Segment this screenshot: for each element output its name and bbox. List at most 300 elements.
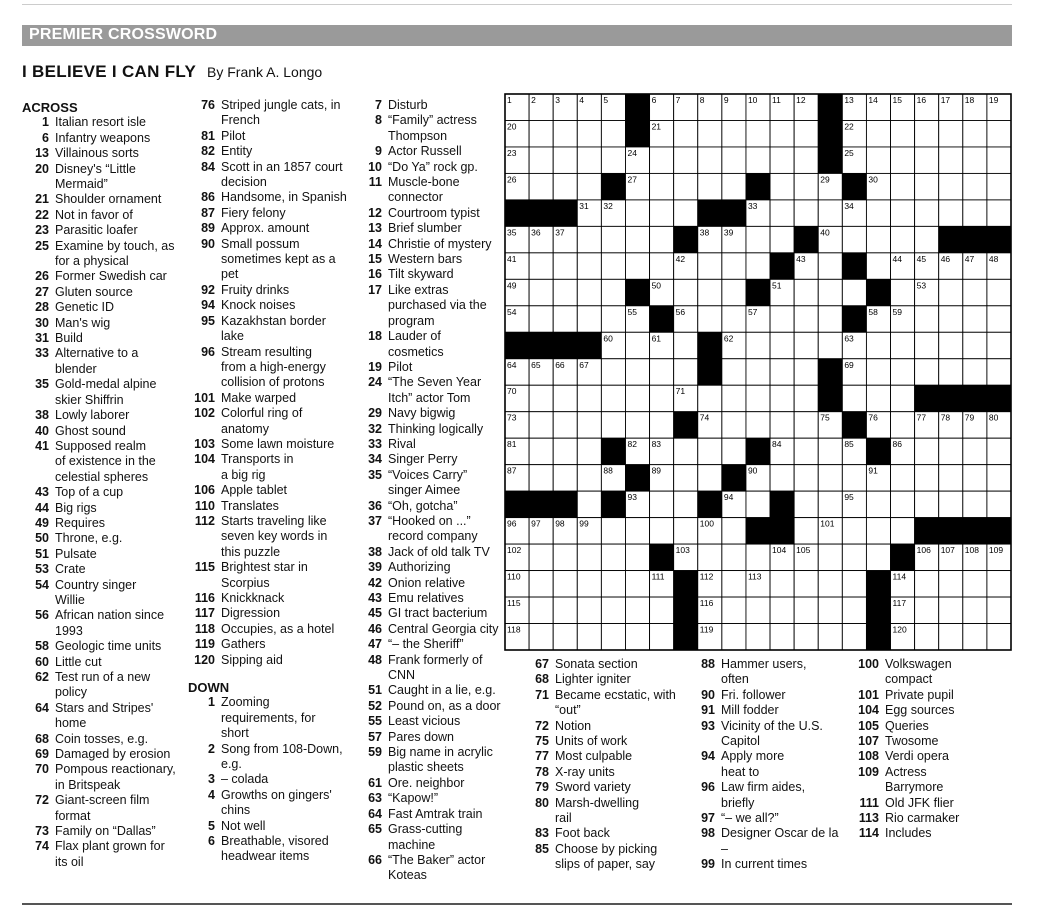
grid-cell[interactable] [625,226,649,252]
grid-cell[interactable] [770,306,794,332]
grid-cell[interactable] [915,120,939,146]
grid-cell[interactable] [746,491,770,517]
grid-cell[interactable] [529,173,553,199]
grid-cell[interactable] [650,253,674,279]
grid-cell[interactable] [794,279,818,305]
grid-cell[interactable] [553,438,577,464]
grid-cell[interactable] [915,491,939,517]
grid-cell[interactable] [939,332,963,358]
grid-cell[interactable] [963,120,987,146]
grid-cell[interactable] [915,200,939,226]
grid-cell[interactable] [650,147,674,173]
grid-cell[interactable] [577,306,601,332]
grid-cell[interactable] [818,491,842,517]
grid-cell[interactable] [818,200,842,226]
grid-cell[interactable] [891,412,915,438]
grid-cell[interactable] [577,544,601,570]
grid-cell[interactable] [987,571,1011,597]
grid-cell[interactable] [987,173,1011,199]
grid-cell[interactable] [842,624,866,650]
grid-cell[interactable] [601,226,625,252]
grid-cell[interactable] [529,385,553,411]
grid-cell[interactable] [722,359,746,385]
grid-cell[interactable] [963,438,987,464]
grid-block [505,200,529,226]
grid-cell[interactable] [674,279,698,305]
grid-cell[interactable] [625,544,649,570]
grid-cell[interactable] [698,544,722,570]
grid-cell[interactable] [650,359,674,385]
grid-cell[interactable] [577,597,601,623]
grid-cell[interactable] [866,200,890,226]
grid-cell[interactable] [529,147,553,173]
grid-cell[interactable] [698,279,722,305]
grid-cell[interactable] [746,147,770,173]
grid-cell[interactable] [987,306,1011,332]
grid-cell[interactable] [939,306,963,332]
grid-cell[interactable] [770,465,794,491]
cell-number: 29 [820,174,830,185]
grid-cell[interactable] [963,597,987,623]
grid-cell[interactable] [987,279,1011,305]
grid-cell[interactable] [722,412,746,438]
clue-text: “Family” actress [388,113,477,128]
grid-cell[interactable] [577,173,601,199]
grid-cell[interactable] [939,624,963,650]
grid-cell[interactable] [553,544,577,570]
grid-cell[interactable] [963,279,987,305]
grid-cell[interactable] [939,597,963,623]
grid-cell[interactable] [553,279,577,305]
grid-cell[interactable] [722,438,746,464]
grid-cell[interactable] [963,147,987,173]
grid-cell[interactable] [794,147,818,173]
grid-cell[interactable] [987,465,1011,491]
clue-text: Entity [221,144,253,159]
grid-cell[interactable] [577,226,601,252]
grid-cell[interactable] [529,465,553,491]
grid-cell[interactable] [794,173,818,199]
grid-cell[interactable] [794,385,818,411]
grid-cell[interactable] [866,359,890,385]
grid-cell[interactable] [915,332,939,358]
grid-cell[interactable] [818,279,842,305]
clue-number: 51 [368,683,382,698]
grid-block [915,518,939,544]
clue-number: 47 [368,637,382,652]
grid-cell[interactable] [770,147,794,173]
grid-cell[interactable] [625,332,649,358]
grid-cell[interactable] [866,147,890,173]
grid-cell[interactable] [818,597,842,623]
grid-cell[interactable] [625,253,649,279]
grid-cell[interactable] [674,200,698,226]
grid-cell[interactable] [722,173,746,199]
grid-cell[interactable] [818,624,842,650]
grid-cell[interactable] [939,200,963,226]
grid-cell[interactable] [987,597,1011,623]
grid-cell[interactable] [915,438,939,464]
grid-cell[interactable] [601,544,625,570]
grid-cell[interactable] [674,491,698,517]
grid-cell[interactable] [601,624,625,650]
grid-cell[interactable] [770,571,794,597]
grid-cell[interactable] [650,173,674,199]
grid-cell[interactable] [746,412,770,438]
grid-cell[interactable] [722,597,746,623]
grid-cell[interactable] [746,385,770,411]
grid-cell[interactable] [650,624,674,650]
grid-cell[interactable] [770,173,794,199]
clue-text: Actor Russell [388,144,462,159]
clue-number: 91 [701,703,715,718]
grid-cell[interactable] [794,200,818,226]
grid-cell[interactable] [963,571,987,597]
grid-cell[interactable] [963,465,987,491]
grid-cell[interactable] [987,438,1011,464]
grid-cell[interactable] [650,385,674,411]
grid-cell[interactable] [577,438,601,464]
grid-cell[interactable] [674,438,698,464]
clue-number: 82 [201,144,215,159]
grid-cell[interactable] [553,465,577,491]
grid-cell[interactable] [842,544,866,570]
grid-cell[interactable] [794,332,818,358]
grid-cell[interactable] [577,491,601,517]
grid-cell[interactable] [939,173,963,199]
grid-cell[interactable] [891,518,915,544]
grid-cell[interactable] [601,571,625,597]
grid-cell[interactable] [866,518,890,544]
grid-cell[interactable] [698,306,722,332]
cell-number: 83 [651,439,662,450]
grid-cell[interactable] [722,624,746,650]
grid-cell[interactable] [529,306,553,332]
grid-cell[interactable] [722,544,746,570]
grid-cell[interactable] [794,571,818,597]
grid-cell[interactable] [746,120,770,146]
clue-text: Stream resulting [221,344,313,359]
grid-cell[interactable] [963,491,987,517]
grid-cell[interactable] [818,438,842,464]
grid-cell[interactable] [529,544,553,570]
grid-cell[interactable] [625,200,649,226]
grid-cell[interactable] [674,332,698,358]
grid-cell[interactable] [891,120,915,146]
grid-cell[interactable] [577,412,601,438]
grid-cell[interactable] [577,279,601,305]
grid-cell[interactable] [529,571,553,597]
grid-cell[interactable] [818,571,842,597]
grid-cell[interactable] [770,624,794,650]
grid-cell[interactable] [842,226,866,252]
clue-number: 85 [535,841,549,856]
grid-cell[interactable] [553,597,577,623]
grid-cell[interactable] [722,279,746,305]
grid-cell[interactable] [577,571,601,597]
grid-cell[interactable] [698,465,722,491]
grid-cell[interactable] [529,624,553,650]
grid-cell[interactable] [770,200,794,226]
grid-cell[interactable] [625,624,649,650]
grid-cell[interactable] [866,491,890,517]
grid-cell[interactable] [794,518,818,544]
grid-cell[interactable] [818,332,842,358]
grid-cell[interactable] [939,120,963,146]
grid-cell[interactable] [746,544,770,570]
grid-cell[interactable] [818,465,842,491]
grid-cell[interactable] [650,200,674,226]
grid-cell[interactable] [939,465,963,491]
grid-cell[interactable] [722,147,746,173]
grid-cell[interactable] [842,279,866,305]
clue-text: Thinking logically [388,421,484,436]
grid-cell[interactable] [674,120,698,146]
grid-cell[interactable] [891,226,915,252]
grid-cell[interactable] [770,359,794,385]
grid-cell[interactable] [553,412,577,438]
grid-cell[interactable] [529,438,553,464]
grid-cell[interactable] [891,491,915,517]
grid-cell[interactable] [625,385,649,411]
grid-cell[interactable] [529,253,553,279]
grid-cell[interactable] [891,465,915,491]
cell-number: 38 [699,227,710,238]
cell-number: 33 [747,200,758,211]
grid-cell[interactable] [963,359,987,385]
clue-text: collision of protons [221,375,325,390]
grid-cell[interactable] [891,279,915,305]
grid-cell[interactable] [746,624,770,650]
cell-number: 14 [868,95,878,105]
grid-cell[interactable] [698,438,722,464]
grid-cell[interactable] [866,332,890,358]
grid-cell[interactable] [818,306,842,332]
grid-cell[interactable] [794,120,818,146]
grid-block [818,359,842,385]
grid-cell[interactable] [770,120,794,146]
grid-cell[interactable] [794,491,818,517]
grid-cell[interactable] [963,173,987,199]
grid-cell[interactable] [891,332,915,358]
grid-cell[interactable] [939,491,963,517]
grid-cell[interactable] [770,412,794,438]
grid-cell[interactable] [939,438,963,464]
grid-cell[interactable] [746,332,770,358]
grid-cell[interactable] [722,385,746,411]
grid-cell[interactable] [939,279,963,305]
clue-text: Ore. neighbor [388,775,465,790]
grid-cell[interactable] [722,120,746,146]
grid-cell[interactable] [842,597,866,623]
grid-cell[interactable] [601,253,625,279]
cell-number: 49 [507,280,517,291]
grid-cell[interactable] [698,253,722,279]
grid-cell[interactable] [601,359,625,385]
grid-cell[interactable] [529,279,553,305]
grid-cell[interactable] [770,226,794,252]
grid-cell[interactable] [794,306,818,332]
grid-cell[interactable] [794,359,818,385]
grid-cell[interactable] [601,279,625,305]
grid-cell[interactable] [674,465,698,491]
grid-cell[interactable] [746,226,770,252]
cell-number: 21 [651,121,662,132]
cell-number: 75 [820,412,830,423]
grid-cell[interactable] [818,253,842,279]
grid-cell[interactable] [746,253,770,279]
grid-cell[interactable] [577,385,601,411]
grid-cell[interactable] [794,597,818,623]
grid-cell[interactable] [987,147,1011,173]
grid-cell[interactable] [987,332,1011,358]
clue-number: 68 [535,672,549,687]
grid-cell[interactable] [963,624,987,650]
grid-cell[interactable] [577,120,601,146]
grid-cell[interactable] [939,147,963,173]
grid-cell[interactable] [770,385,794,411]
grid-cell[interactable] [674,173,698,199]
grid-cell[interactable] [601,597,625,623]
clue-text: compact [885,672,933,687]
grid-cell[interactable] [722,253,746,279]
grid-cell[interactable] [915,147,939,173]
cell-number: 44 [892,253,902,264]
grid-cell[interactable] [794,412,818,438]
grid-cell[interactable] [577,465,601,491]
grid-cell[interactable] [650,226,674,252]
grid-cell[interactable] [987,491,1011,517]
grid-cell[interactable] [650,518,674,544]
grid-cell[interactable] [577,253,601,279]
grid-cell[interactable] [842,571,866,597]
clue-number: 70 [35,762,49,777]
grid-cell[interactable] [553,253,577,279]
grid-cell[interactable] [746,597,770,623]
grid-cell[interactable] [553,173,577,199]
grid-cell[interactable] [987,200,1011,226]
grid-cell[interactable] [601,147,625,173]
grid-cell[interactable] [674,518,698,544]
grid-cell[interactable] [915,624,939,650]
grid-cell[interactable] [722,571,746,597]
grid-cell[interactable] [553,120,577,146]
grid-cell[interactable] [963,332,987,358]
grid-cell[interactable] [553,624,577,650]
grid-cell[interactable] [722,518,746,544]
grid-cell[interactable] [601,385,625,411]
grid-cell[interactable] [698,120,722,146]
grid-cell[interactable] [625,518,649,544]
grid-cell[interactable] [866,226,890,252]
grid-cell[interactable] [891,200,915,226]
grid-cell[interactable] [674,359,698,385]
grid-cell[interactable] [722,306,746,332]
grid-cell[interactable] [601,518,625,544]
clue-text: Sonata section [555,657,638,671]
grid-cell[interactable] [529,597,553,623]
grid-cell[interactable] [842,465,866,491]
grid-cell[interactable] [866,544,890,570]
grid-cell[interactable] [866,385,890,411]
grid-cell[interactable] [818,544,842,570]
grid-cell[interactable] [842,385,866,411]
grid-cell[interactable] [674,147,698,173]
clue-number: 86 [201,190,215,205]
grid-cell[interactable] [650,491,674,517]
grid-cell[interactable] [866,120,890,146]
grid-cell[interactable] [770,597,794,623]
grid-cell[interactable] [794,624,818,650]
clue-text: Giant-screen film [55,793,150,808]
grid-cell[interactable] [915,597,939,623]
grid-cell[interactable] [577,147,601,173]
grid-cell[interactable] [963,306,987,332]
grid-cell[interactable] [577,624,601,650]
grid-cell[interactable] [601,412,625,438]
grid-cell[interactable] [891,147,915,173]
clue-number: 10 [368,159,382,174]
grid-block [674,597,698,623]
grid-cell[interactable] [650,597,674,623]
grid-cell[interactable] [746,359,770,385]
grid-block [650,306,674,332]
grid-cell[interactable] [625,597,649,623]
clue-number: 17 [368,282,382,297]
grid-cell[interactable] [891,385,915,411]
grid-cell[interactable] [915,571,939,597]
grid-cell[interactable] [770,332,794,358]
grid-cell[interactable] [915,359,939,385]
grid-cell[interactable] [842,518,866,544]
grid-cell[interactable] [601,120,625,146]
grid-cell[interactable] [891,359,915,385]
grid-cell[interactable] [987,359,1011,385]
grid-cell[interactable] [698,147,722,173]
grid-cell[interactable] [794,465,818,491]
grid-cell[interactable] [625,412,649,438]
clue-number: 59 [368,745,382,760]
grid-cell[interactable] [987,624,1011,650]
grid-cell[interactable] [794,438,818,464]
clue-text: French [221,113,260,128]
grid-cell[interactable] [915,226,939,252]
grid-cell[interactable] [529,120,553,146]
grid-cell[interactable] [866,253,890,279]
grid-cell[interactable] [891,173,915,199]
grid-cell[interactable] [529,412,553,438]
grid-cell[interactable] [553,147,577,173]
grid-cell[interactable] [939,359,963,385]
grid-cell[interactable] [939,571,963,597]
grid-cell[interactable] [915,465,939,491]
grid-cell[interactable] [698,385,722,411]
grid-cell[interactable] [915,173,939,199]
grid-block [625,279,649,305]
grid-cell[interactable] [553,385,577,411]
grid-cell[interactable] [553,571,577,597]
grid-cell[interactable] [987,120,1011,146]
grid-block [746,438,770,464]
grid-cell[interactable] [601,306,625,332]
grid-cell[interactable] [553,306,577,332]
grid-cell[interactable] [915,306,939,332]
grid-cell[interactable] [698,173,722,199]
grid-cell[interactable] [963,200,987,226]
grid-cell[interactable] [625,359,649,385]
grid-cell[interactable] [650,412,674,438]
grid-cell[interactable] [625,571,649,597]
